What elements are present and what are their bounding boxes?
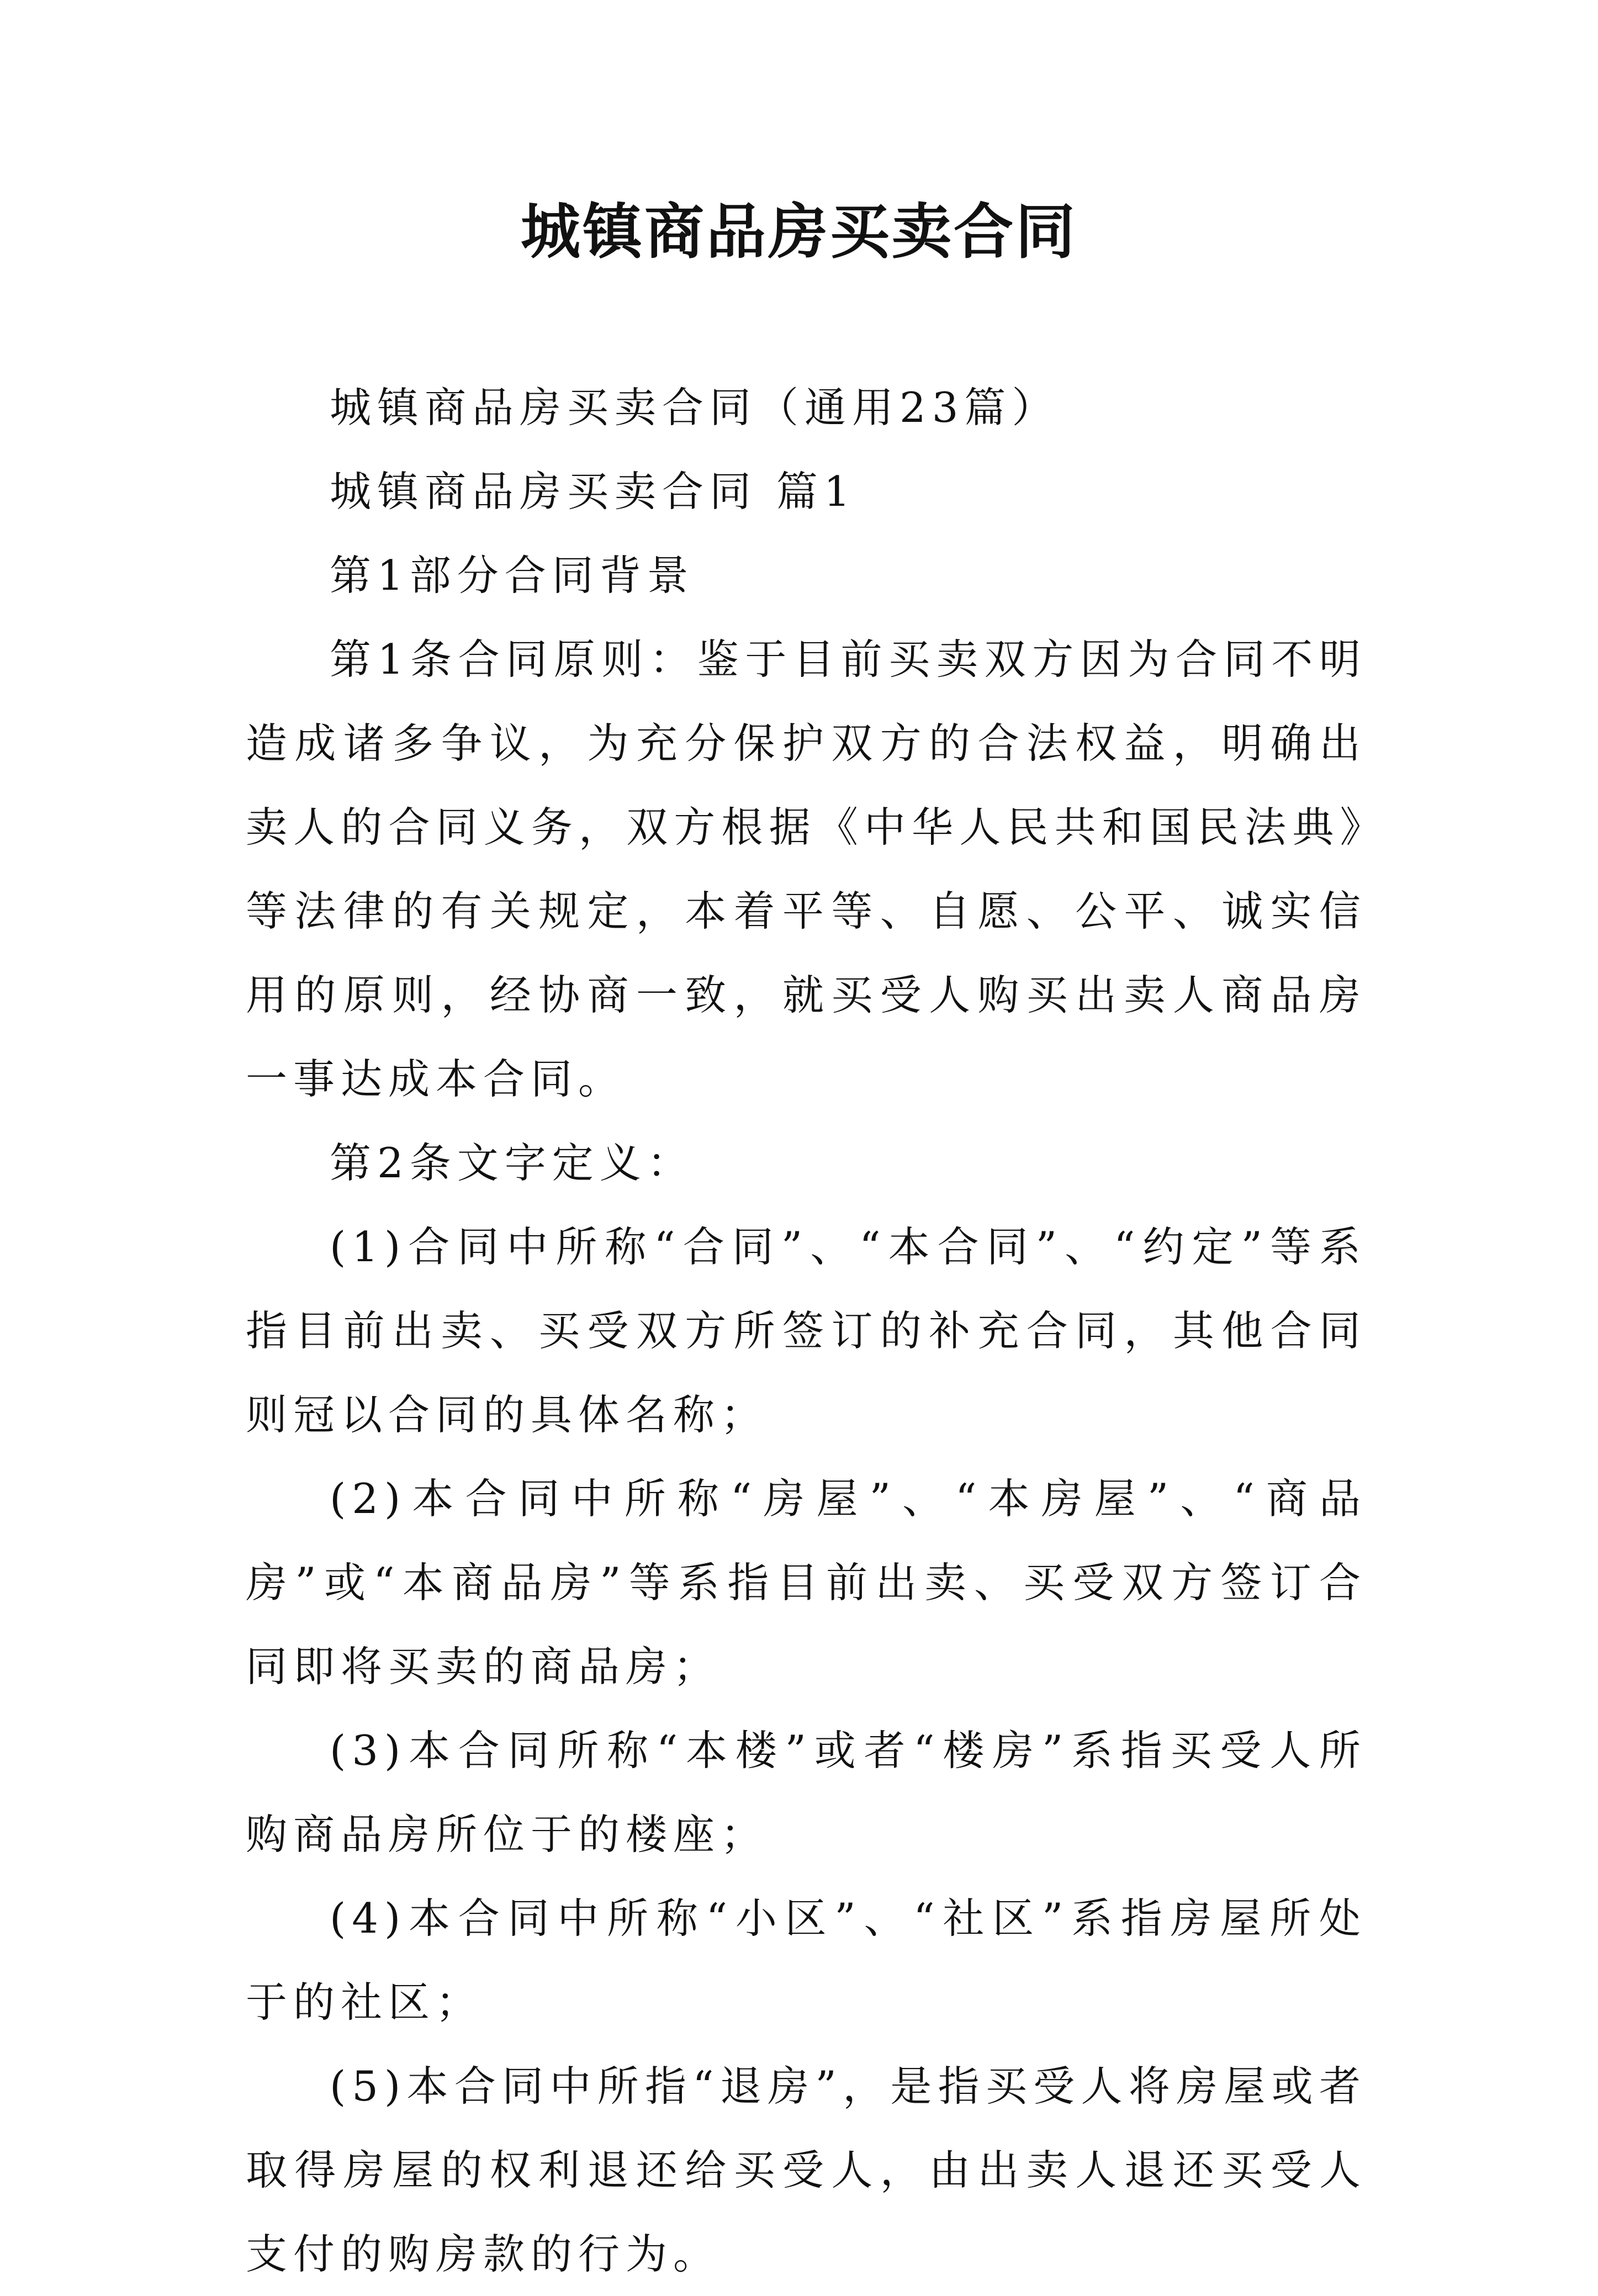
section-heading: 城镇商品房买卖合同 篇1: [330, 467, 856, 516]
definition-item-5: (5)本合同中所指“退房”，是指买受人将房屋或者取得房屋的权利退还给买受人，由出卖人退还买受人支付的购房款的行为。: [246, 2062, 1367, 2278]
document-title: 城镇商品房买卖合同: [520, 197, 1077, 267]
definition-item-2: (2)本合同中所称“房屋”、“本房屋”、“商品房”或“本商品房”等系指目前出卖、买受双方签订合同即将买卖的商品房；: [246, 1474, 1367, 1691]
part-heading: 第1部分合同背景: [330, 551, 695, 600]
definition-item-1: (1)合同中所称“合同”、“本合同”、“约定”等系指目前出卖、买受双方所签订的补充合同，其他合同则冠以合同的具体名称；: [246, 1223, 1367, 1439]
document-subtitle: 城镇商品房买卖合同（通用23篇）: [330, 383, 1060, 432]
article-2-heading: 第2条文字定义：: [330, 1139, 695, 1187]
document-body: [246, 366, 1367, 2296]
article-1-paragraph: 第1条合同原则：鉴于目前买卖双方因为合同不明造成诸多争议，为充分保护双方的合法权益，明确出卖人的合同义务，双方根据《中华人民共和国民法典》等法律的有关规定，本着平等、自愿、公平、诚实信用的原则，经协商一致，就买受人购买出卖人商品房一事达成本合同。: [246, 635, 1367, 1103]
definition-item-4: (4)本合同中所称“小区”、“社区”系指房屋所处于的社区；: [246, 1894, 1367, 2027]
definition-item-3: (3)本合同所称“本楼”或者“楼房”系指买受人所购商品房所位于的楼座；: [246, 1726, 1367, 1859]
